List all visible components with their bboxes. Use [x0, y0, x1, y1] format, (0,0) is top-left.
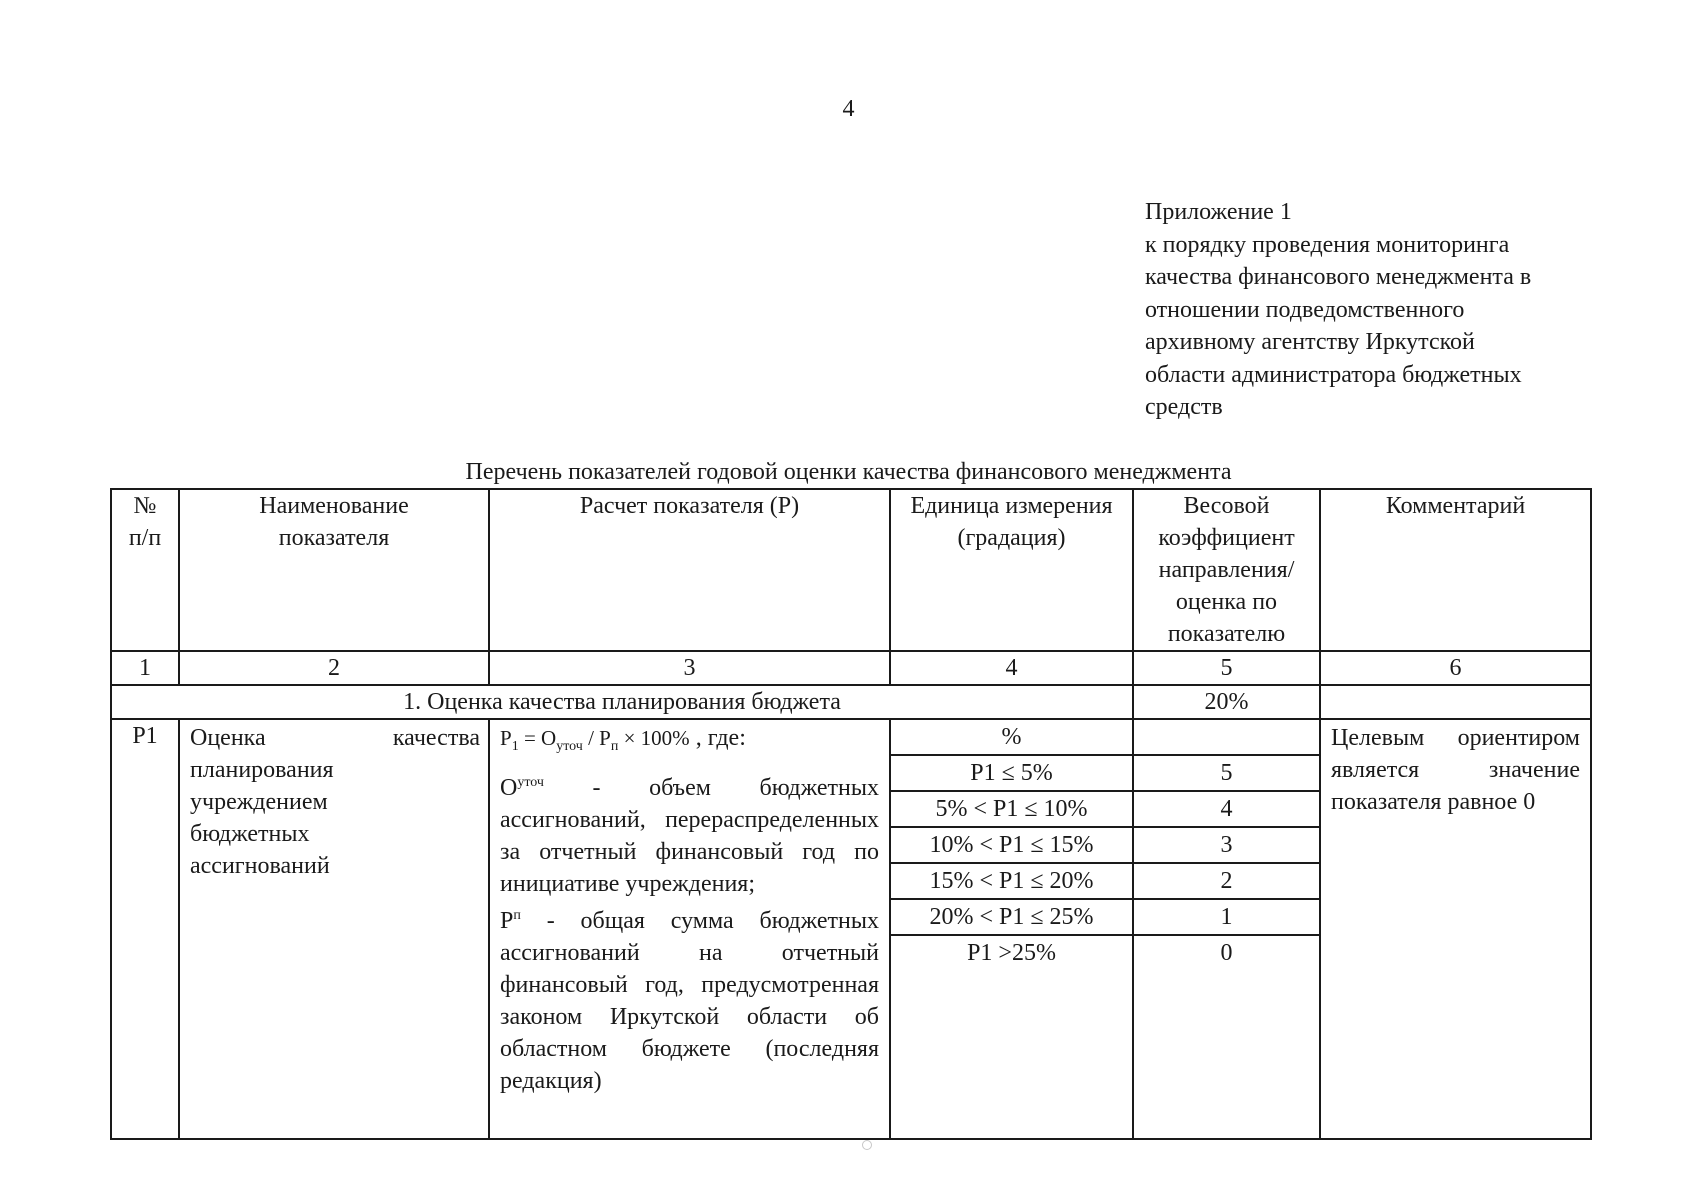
column-number: 1: [111, 651, 179, 685]
indicator-name-word: качества: [392, 725, 480, 751]
formula-expression: $P_1 = O_{уточ} / P_п \times 100\%$: [500, 726, 690, 755]
appendix-heading: [1145, 196, 1665, 424]
score-item: 4: [1134, 792, 1319, 828]
header-unit: Единица измерения (градация): [890, 489, 1133, 651]
formula-where: , где:: [689, 725, 746, 751]
table-title: Перечень показателей годовой оценки качества финансового менеджмента: [465, 459, 1232, 485]
page-number: 4: [842, 96, 855, 122]
column-number: 2: [179, 651, 489, 685]
header-num-line: №: [133, 493, 157, 519]
column-number: 3: [489, 651, 890, 685]
section-weight: 20%: [1133, 685, 1320, 719]
header-num: [111, 489, 179, 651]
appendix-line: архивному агентству Иркутской: [1145, 329, 1475, 355]
header-row: [111, 489, 1591, 651]
appendix-line: области администратора бюджетных: [1145, 361, 1522, 388]
header-num-line: п/п: [128, 525, 162, 551]
header-comment: Комментарий: [1320, 489, 1591, 651]
header-name: Наименование показателя: [179, 489, 489, 651]
o-definition: $O^{уточ}$ - объем бюджетных ассигнований, перераспределенных за отчетный финансовый год по инициативе учреждения;: [500, 775, 879, 898]
gradation-item: P1 >25%: [967, 940, 1056, 966]
p-definition: $P^п$ - общая сумма бюджетных ассигнований на отчетный финансовый год, предусмотренная законом Иркутской области об областном бюджете (последняя редакция): [500, 908, 879, 1095]
column-number: 5: [1133, 651, 1320, 685]
indicator-gradations: [890, 719, 1133, 1139]
score-empty: [1134, 720, 1319, 756]
section-title: 1. Оценка качества планирования бюджета: [111, 685, 1133, 719]
gradation-item: 15% < P1 ≤ 20%: [891, 864, 1132, 900]
indicator-row-p1: [111, 719, 1591, 1139]
appendix-line: качества финансового менеджмента в: [1145, 264, 1532, 290]
score-item: 2: [1134, 864, 1319, 900]
score-list: [1134, 720, 1319, 970]
appendix-line: отношении подведомственного: [1145, 296, 1465, 323]
gradation-item: 10% < P1 ≤ 15%: [891, 828, 1132, 864]
column-numbers-row: [111, 651, 1591, 685]
indicator-name-rest: планирования учреждением бюджетных ассигнований: [190, 757, 334, 879]
indicators-table: [110, 488, 1592, 1140]
indicator-calculation: [489, 719, 890, 1139]
gradation-list: [891, 720, 1132, 970]
indicator-name-word: Оценка: [190, 725, 266, 751]
header-calc: Расчет показателя (P): [489, 489, 890, 651]
score-item: 5: [1134, 756, 1319, 792]
indicator-name-first-line: [190, 722, 480, 754]
appendix-line: Приложение 1: [1145, 199, 1292, 225]
gradation-item: 5% < P1 ≤ 10%: [891, 792, 1132, 828]
appendix-line: средств: [1145, 394, 1223, 420]
formula: [500, 722, 879, 763]
appendix-line: к порядку проведения мониторинга: [1145, 231, 1510, 258]
gradation-item: P1 ≤ 5%: [891, 756, 1132, 792]
section-row: [111, 685, 1591, 719]
gradation-item: 20% < P1 ≤ 25%: [891, 900, 1132, 936]
section-comment-empty: [1320, 685, 1591, 719]
score-item: 0: [1220, 940, 1233, 966]
indicator-scores: [1133, 719, 1320, 1139]
header-weight: Весовой коэффициент направления/ оценка по показателю: [1133, 489, 1320, 651]
indicator-name: [179, 719, 489, 1139]
column-number: 6: [1320, 651, 1591, 685]
score-item: 1: [1134, 900, 1319, 936]
indicator-comment: Целевым ориентиром является значение показателя равное 0: [1320, 719, 1591, 1139]
indicator-id: P1: [111, 719, 179, 1139]
score-item: 3: [1134, 828, 1319, 864]
scan-mark: [862, 1140, 872, 1150]
column-number: 4: [890, 651, 1133, 685]
gradation-unit: %: [891, 720, 1132, 756]
